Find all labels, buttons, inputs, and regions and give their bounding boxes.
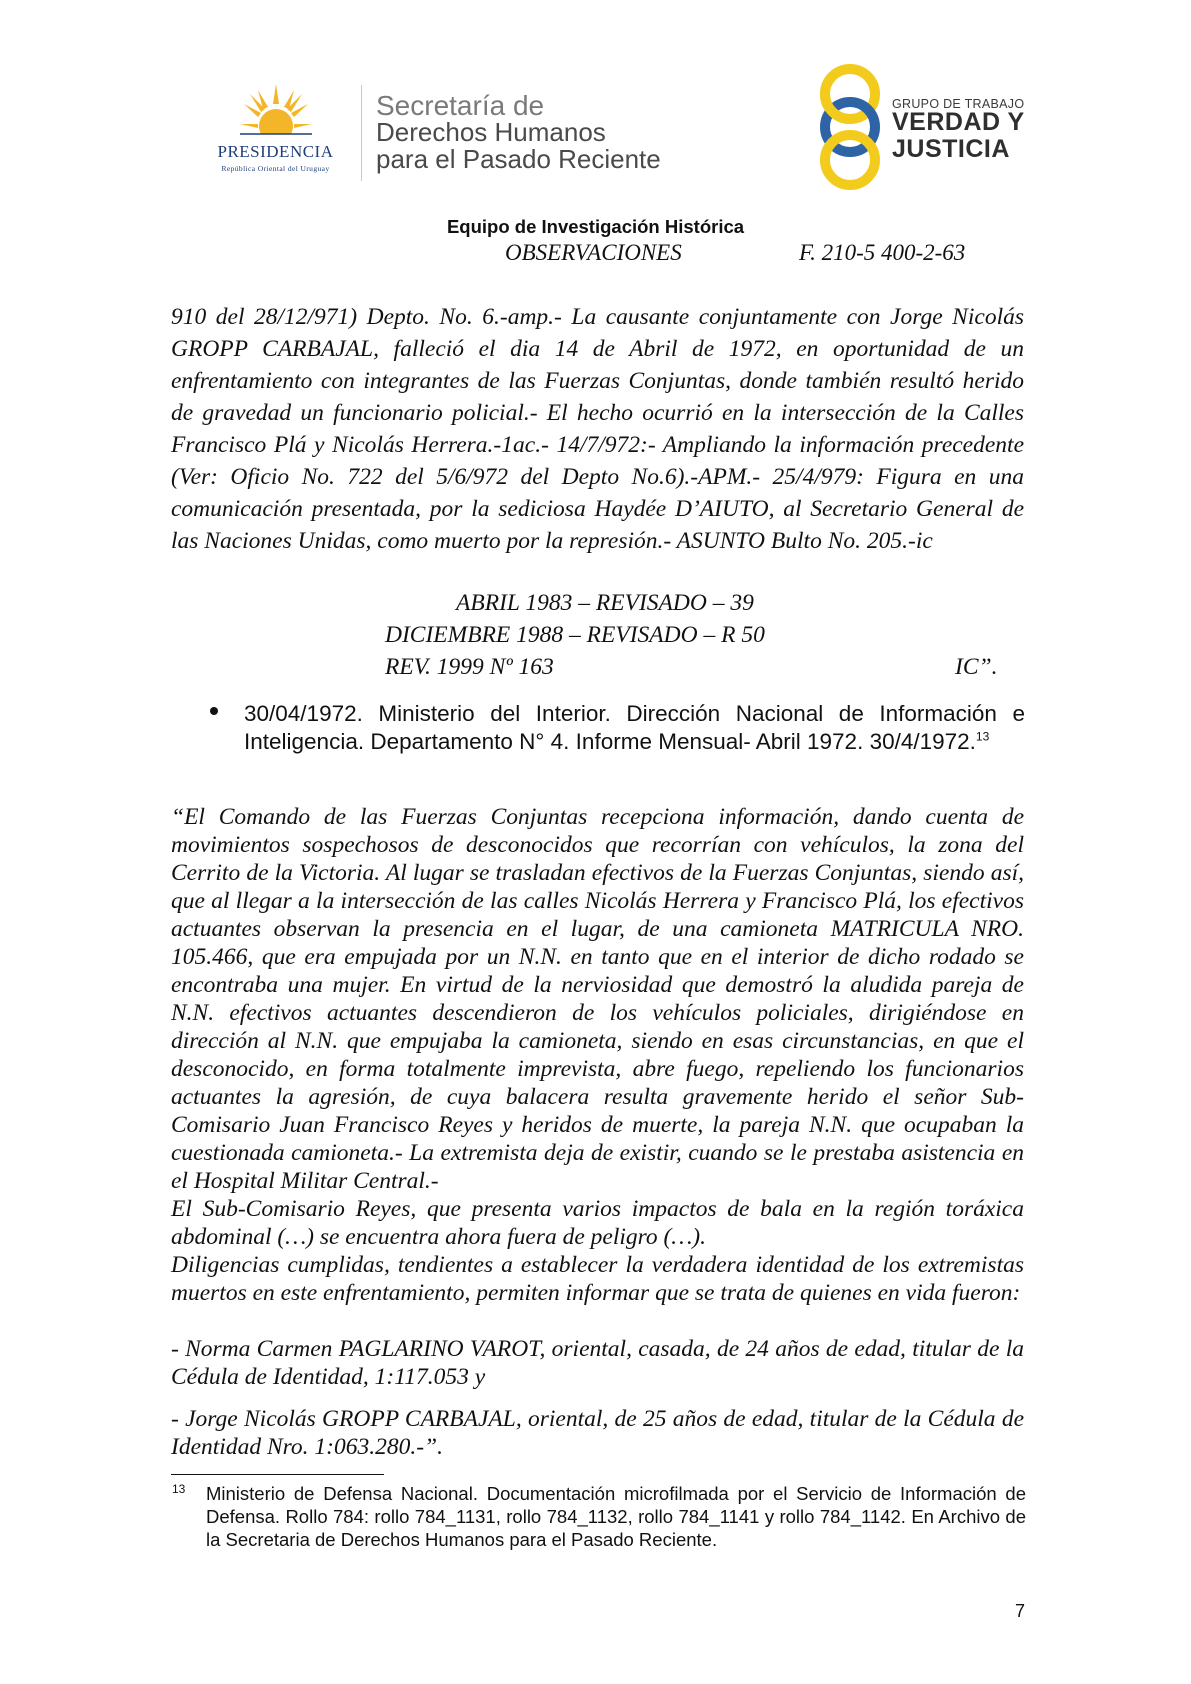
presidencia-name: PRESIDENCIA bbox=[217, 142, 334, 161]
footnote-separator bbox=[171, 1474, 384, 1475]
quote-paragraph-2: El Sub-Comisario Reyes, que presenta varios impactos de bala en la región toráxica abdominal (…) se encuentra ahora fuera de peligro (…). bbox=[171, 1196, 1024, 1250]
secretaria-logo-text bbox=[376, 92, 661, 173]
bullet-marker bbox=[210, 707, 218, 715]
logo-divider bbox=[361, 85, 362, 181]
quote-paragraph-1: “El Comando de las Fuerzas Conjuntas recepciona información, dando cuenta de movimientos sospechosos de desconocidos que recorrían con vehículos, la zona del Cerrito de la Victoria. Al lugar se trasladan efectivos de la Fuerzas Conjuntas, siendo así, que al llegar a la intersección de las calles Nicolás Herrera y Francisco Plá, los efectivos actuantes observan la presencia en el lugar, de una camioneta MATRICULA NRO. 105.466, que era empujada por un N.N. en tanto que en el interior de dicho rodado se encontraba una mujer. En virtud de la nerviosidad que demostró la aludida pareja de N.N. efectivos actuantes descendieron de los vehículos policiales, dirigiéndose en dirección al N.N. que empujaba la camioneta, siendo en esas circunstancias, en que el desconocido, en forma totalmente imprevista, abre fuego, repeliendo los funcionarios actuantes la agresión, de cuya balacera resulta gravemente herido el señor Sub-Comisario Juan Francisco Reyes y heridos de muerte, la pareja N.N. que ocupaban la cuestionada camioneta.- La extremista deja de existir, cuando se le prestaba asistencia en el Hospital Militar Central.- bbox=[171, 804, 1024, 1194]
footnote-number: 13 bbox=[172, 1482, 186, 1496]
quote-paragraph-3: Diligencias cumplidas, tendientes a establecer la verdadera identidad de los extremistas muertos en este enfrentamiento, permiten informar que se trata de quienes en vida fueron: bbox=[171, 1252, 1024, 1306]
revision-line-1: ABRIL 1983 – REVISADO – 39 bbox=[456, 590, 754, 616]
revision-initials: IC”. bbox=[955, 654, 998, 680]
verdad-justicia-logo bbox=[812, 62, 1042, 192]
presidencia-subtitle: República Oriental del Uruguay bbox=[221, 164, 330, 173]
revision-line-3: REV. 1999 Nº 163 bbox=[385, 654, 554, 680]
bullet-item-text: 30/04/1972. Ministerio del Interior. Dirección Nacional de Información e Inteligencia. Departamento N° 4. Informe Mensual- Abril 1972. 30/4/1972. bbox=[244, 701, 1025, 754]
grupo-line1: GRUPO DE TRABAJO bbox=[892, 97, 1025, 111]
folio-reference: F. 210-5 400-2-63 bbox=[799, 240, 966, 265]
grupo-title bbox=[892, 109, 1025, 163]
grupo-line2: VERDAD Y bbox=[892, 108, 1025, 136]
linked-rings-icon bbox=[812, 62, 892, 192]
grupo-line3: JUSTICIA bbox=[892, 135, 1010, 163]
quote-paragraph-4: - Norma Carmen PAGLARINO VAROT, oriental, casada, de 24 años de edad, titular de la Cédula de Identidad, 1:117.053 y bbox=[171, 1336, 1024, 1390]
team-title: Equipo de Investigación Histórica bbox=[446, 216, 745, 237]
footnote-text: Ministerio de Defensa Nacional. Documentación microfilmada por el Servicio de Información de Defensa. Rollo 784: rollo 784_1131, rollo 784_1132, rollo 784_1141 y rollo 784_1142. En Archivo de la Secretaria de Derechos Humanos para el Pasado Reciente. bbox=[206, 1483, 1026, 1550]
secretaria-line3: para el Pasado Reciente bbox=[376, 144, 661, 174]
bullet-item bbox=[244, 700, 1025, 756]
secretaria-line2: Derechos Humanos bbox=[376, 117, 606, 147]
footnote-reference[interactable]: 13 bbox=[975, 729, 990, 744]
sun-emblem-icon bbox=[238, 82, 314, 142]
observations-paragraph: 910 del 28/12/971) Depto. No. 6.-amp.- La causante conjuntamente con Jorge Nicolás GROPP CARBAJAL, falleció el dia 14 de Abril de 1972, en oportunidad de un enfrentamiento con integrantes de las Fuerzas Conjuntas, donde también resultó herido de gravedad un funcionario policial.- El hecho ocurrió en la intersección de la Calles Francisco Plá y Nicolás Herrera.-1ac.- 14/7/972:- Ampliando la información precedente (Ver: Oficio No. 722 del 5/6/972 del Depto No.6).-APM.- 25/4/979: Figura en una comunicación presentada, por la sediciosa Haydée D’AIUTO, al Secretario General de las Naciones Unidas, como muerto por la represión.- ASUNTO Bulto No. 205.-ic bbox=[171, 304, 1024, 554]
page-number: 7 bbox=[1015, 1601, 1026, 1621]
observaciones-label: OBSERVACIONES bbox=[505, 240, 682, 265]
presidencia-logo bbox=[198, 82, 358, 182]
secretaria-line1: Secretaría de bbox=[376, 90, 545, 121]
revision-line-2: DICIEMBRE 1988 – REVISADO – R 50 bbox=[385, 622, 765, 648]
quote-paragraph-5: - Jorge Nicolás GROPP CARBAJAL, oriental, de 25 años de edad, titular de la Cédula de Identidad Nro. 1:063.280.-”. bbox=[171, 1406, 1024, 1460]
